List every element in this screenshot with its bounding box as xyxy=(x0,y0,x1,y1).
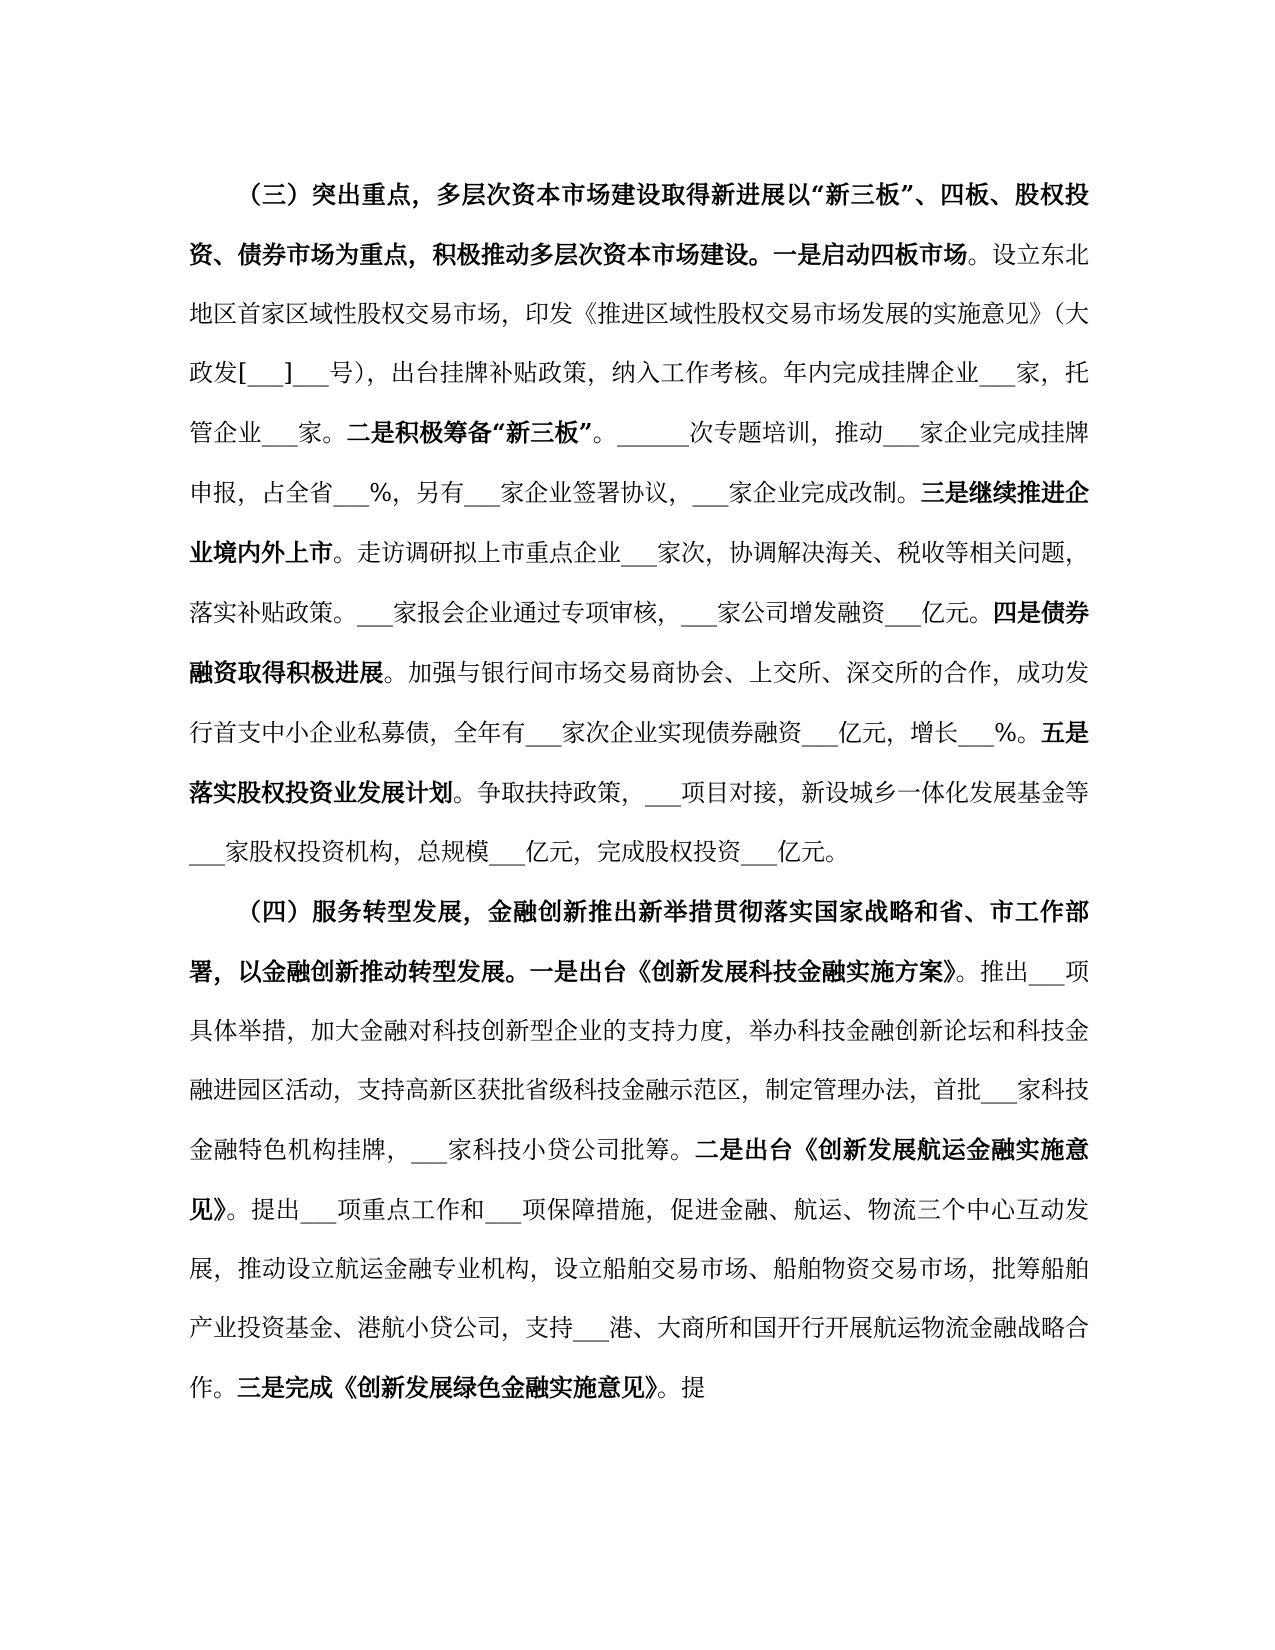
body-text: 。加强与银行间市场交易商协会、上交所、深交所的合作，成功发行首支中小企业私募债，全年有___家次企业实现债券融资___亿元，增长___%。 xyxy=(189,659,1090,747)
body-text: 。提出___项重点工作和___项保障措施，促进金融、航运、物流三个中心互动发展，推动设立航运金融专业机构，设立船舶交易市场、船舶物资交易市场，批筹船舶产业投资基金、港航小贷公司，支持___港、大商所和国开行开展航运物流金融战略合作。 xyxy=(189,1196,1090,1402)
body-text: 。推出___项具体举措，加大金融对科技创新型企业的支持力度，举办科技金融创新论坛和科技金融进园区活动，支持高新区获批省级科技金融示范区，制定管理办法，首批___家科技金融特色机构挂牌，___家科技小贷公司批筹。 xyxy=(189,958,1090,1164)
document-page xyxy=(189,165,1089,1418)
body-text: 。走访调研拟上市重点企业___家次，协调解决海关、税收等相关问题，落实补贴政策。___家报会企业通过专项审核，___家公司增发融资___亿元。 xyxy=(189,539,1089,627)
body-text: 。______次专题培训，推动___家企业完成挂牌申报，占全省___%，另有___家企业签署协议，___家企业完成改制。 xyxy=(189,419,1090,507)
body-text: 。设立东北地区首家区域性股权交易市场，印发《推进区域性股权交易市场发展的实施意见》（大政发[___]___号），出台挂牌补贴政策，纳入工作考核。年内完成挂牌企业___家，托管企业___家。 xyxy=(189,241,1090,447)
heading-3-text: （三）突出重点，多层次资本市场建设取得新进展以“新三板”、四板、股权投资、债券市场为重点，积极推动多层次资本市场建设。一是启动四板市场 xyxy=(189,180,1089,269)
key-point-2: 二是积极筹备“新三板” xyxy=(346,418,593,447)
key-point-4: 四是债券融资取得积极进展 xyxy=(189,598,1089,687)
paragraph-3 xyxy=(189,165,1089,882)
paragraph-4 xyxy=(189,882,1089,1418)
body-text: 。争取扶持政策，___项目对接，新设城乡一体化发展基金等___家股权投资机构，总规模___亿元，完成股权投资___亿元。 xyxy=(189,779,1089,866)
key-point-3: 三是完成《创新发展绿色金融实施意见》 xyxy=(237,1373,657,1402)
key-point-5: 五是落实股权投资业发展计划 xyxy=(189,718,1090,807)
key-point-2: 二是出台《创新发展航运金融实施意见》 xyxy=(189,1135,1090,1224)
heading-4-text: （四）服务转型发展，金融创新推出新举措贯彻落实国家战略和省、市工作部署，以金融创新推动转型发展。一是出台《创新发展科技金融实施方案》 xyxy=(189,897,1089,986)
body-text: 。提 xyxy=(657,1374,705,1402)
key-point-3: 三是继续推进企业境内外上市 xyxy=(189,478,1089,567)
